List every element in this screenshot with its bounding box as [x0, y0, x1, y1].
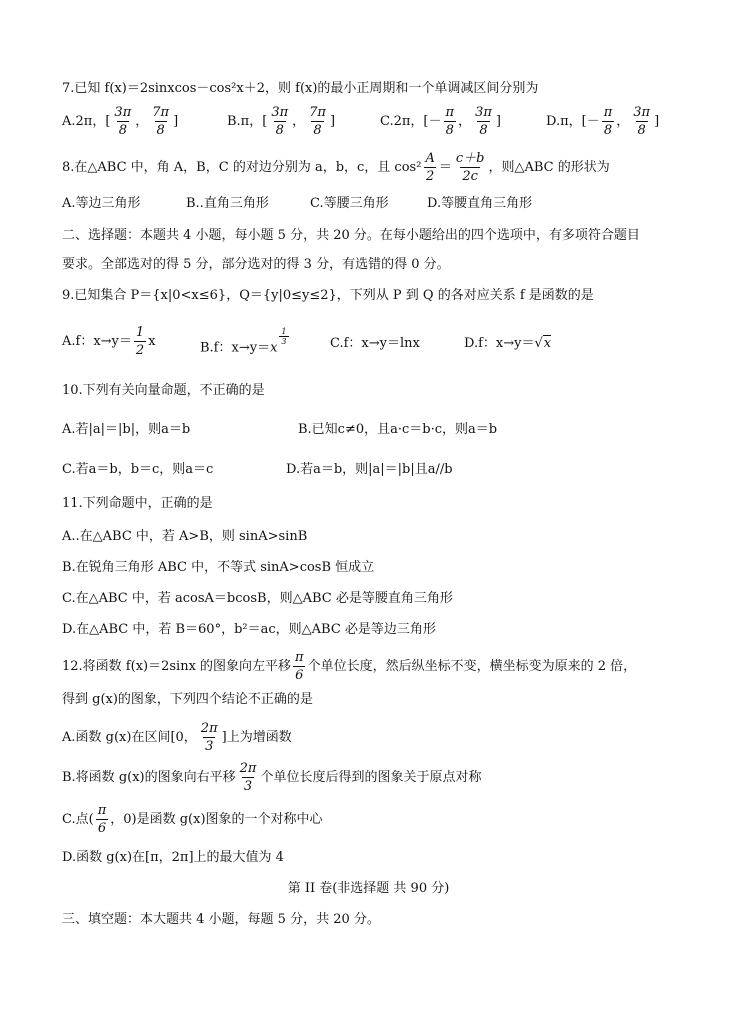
section2-line1: 二、选择题：本题共 4 小题，每小题 5 分，共 20 分。在每小题给出的四个选项中，有多项符合题目 — [62, 228, 640, 243]
q7-options — [62, 104, 697, 144]
q7-option-a — [62, 104, 178, 139]
equals: ＝ — [438, 160, 452, 175]
q7-b-prefix: B.π，[ — [227, 114, 268, 129]
frac-den: 3 — [281, 336, 287, 346]
q8-option-d: D.等腰直角三角形 — [427, 196, 533, 211]
q8-frac-a2 — [423, 150, 436, 185]
q11-stem: 11.下列命题中，正确的是 — [62, 496, 213, 511]
q12-a-post: ]上为增函数 — [221, 730, 292, 745]
q12-b-post: 个单位长度后得到的图象关于原点对称 — [260, 770, 482, 785]
frac-num: c＋b — [455, 151, 485, 166]
q12-stem — [62, 647, 697, 687]
frac-den: 2c — [462, 169, 478, 184]
q8-stem-post: ，则△ABC 的形状为 — [488, 160, 610, 175]
frac-num: 3π — [475, 105, 492, 120]
q7-b-frac2 — [307, 104, 328, 139]
q9-a-prefix: A.f：x→y＝ — [62, 334, 132, 349]
q12-option-b — [62, 758, 697, 798]
q8-frac-cb — [454, 150, 487, 185]
frac-den: 8 — [603, 123, 613, 138]
q9-b-exponent — [277, 326, 290, 346]
q7-option-d — [546, 104, 659, 139]
q11-option-a: A..在△ABC 中，若 A>B，则 sinA>sinB — [62, 529, 308, 544]
part2-heading: 第 II 卷(非选择题 共 90 分) — [287, 881, 450, 896]
q7-d-frac2 — [631, 104, 652, 139]
q7-c-frac2 — [473, 104, 494, 139]
q10-option-c: C.若a＝b，b＝c，则a＝c — [62, 462, 214, 477]
q7-stem: 7.已知 f(x)＝2sinxcos－cos²x＋2，则 f(x)的最小正周期和一个单调减区间分别为 — [62, 81, 539, 96]
frac-num: 3π — [114, 105, 132, 120]
section2-line2: 要求。全部选对的得 5 分，部分选对的得 3 分，有选错的得 0 分。 — [62, 257, 450, 272]
q9-option-a — [62, 324, 156, 359]
q12-c-frac — [96, 802, 109, 837]
q10-option-b: B.已知c≠0，且a·c＝b·c，则a＝b — [298, 422, 498, 437]
section3-heading: 三、填空题：本大题共 4 小题，每题 5 分，共 20 分。 — [62, 912, 380, 927]
q12-option-a — [62, 718, 697, 758]
sep: ， — [135, 114, 149, 129]
frac-den: 8 — [118, 123, 127, 138]
q7-option-b — [227, 104, 335, 139]
q12-b-prefix: B.将函数 g(x)的图象向右平移 — [62, 770, 236, 785]
q8-option-c: C.等腰三角形 — [310, 196, 389, 211]
q7-b-frac1 — [269, 104, 290, 139]
q12-option-d: D.函数 g(x)在[π，2π]上的最大值为 4 — [62, 850, 284, 865]
frac-den: 8 — [275, 123, 284, 138]
q11-option-b: B.在锐角三角形 ABC 中，不等式 sinA>cosB 恒成立 — [62, 560, 375, 575]
q10-option-d: D.若a＝b，则|a|＝|b|且a//b — [286, 462, 453, 477]
q9-option-d — [464, 334, 551, 354]
q7-c-prefix: C.2π，[－ — [380, 114, 442, 129]
q9-options — [62, 322, 697, 366]
bracket: ] — [654, 114, 660, 129]
q8-stem — [62, 148, 697, 188]
bracket: ] — [173, 114, 179, 129]
frac-den: 3 — [243, 779, 253, 794]
frac-den: 2 — [135, 343, 145, 358]
q7-a-frac2 — [150, 104, 171, 139]
bracket: ] — [329, 114, 336, 129]
q7-d-prefix: D.π，[－ — [546, 114, 600, 129]
q12-line2: 得到 g(x)的图象，下列四个结论不正确的是 — [62, 692, 313, 707]
q8-option-b: B..直角三角形 — [186, 196, 269, 211]
q9-d-prefix: D.f：x→y＝√ — [464, 336, 543, 351]
q12-c-prefix: C.点( — [62, 812, 94, 827]
q12-frac-pi6 — [293, 649, 306, 684]
sep: ， — [458, 114, 472, 129]
frac-num: π — [97, 803, 107, 818]
frac-den: 6 — [97, 821, 107, 836]
q8-option-a: A.等边三角形 — [62, 196, 141, 211]
frac-num: 2π — [200, 721, 218, 736]
q12-a-frac — [199, 720, 220, 755]
q9-d-radicand: x — [543, 336, 552, 351]
q9-b-base: x — [270, 340, 278, 356]
q9-stem: 9.已知集合 P＝{x|0<x≤6}，Q＝{y|0≤y≤2}，下列从 P 到 Q 的各对应关系 f 是函数的是 — [62, 288, 594, 303]
q12-a-prefix: A.函数 g(x)在区间[0， — [62, 730, 197, 745]
q8-stem-pre: 8.在△ABC 中，角 A，B，C 的对边分别为 a，b，c，且 cos² — [62, 160, 422, 175]
q7-d-frac1 — [602, 104, 615, 139]
frac-den: 8 — [637, 123, 646, 138]
frac-num: 3π — [271, 105, 289, 120]
q9-option-c: C.f：x→y＝lnx — [330, 336, 420, 351]
frac-num: A — [425, 151, 435, 166]
q7-a-frac1 — [112, 104, 133, 139]
q12-stem-post: 个单位长度，然后纵坐标不变，横坐标变为原来的 2 倍， — [307, 659, 637, 674]
q12-b-frac — [238, 760, 259, 795]
frac-den: 8 — [479, 123, 488, 138]
q10-stem: 10.下列有关向量命题，不正确的是 — [62, 383, 265, 398]
frac-den: 6 — [295, 668, 304, 683]
q12-c-post: ，0)是函数 g(x)图象的一个对称中心 — [110, 812, 323, 827]
frac-den: 8 — [156, 123, 165, 138]
bracket: ] — [495, 114, 501, 129]
q11-option-c: C.在△ABC 中，若 acosA＝bcosB，则△ABC 必是等腰直角三角形 — [62, 591, 453, 606]
q9-option-b — [200, 326, 291, 358]
q7-c-frac1 — [444, 104, 457, 139]
q7-a-prefix: A.2π，[ — [62, 114, 111, 129]
frac-den: 2 — [425, 169, 435, 184]
q12-option-c — [62, 800, 697, 840]
frac-num: π — [603, 105, 613, 120]
sep: ， — [292, 114, 306, 129]
sep: ， — [616, 114, 630, 129]
q7-option-c — [380, 104, 501, 139]
q10-option-a: A.若|a|＝|b|，则a＝b — [62, 422, 191, 437]
frac-num: 2π — [239, 761, 257, 776]
q12-stem-pre: 12.将函数 f(x)＝2sinx 的图象向左平移 — [62, 659, 292, 674]
frac-num: 1 — [281, 326, 287, 336]
frac-num: 7π — [309, 105, 326, 120]
q9-a-frac — [134, 324, 146, 359]
frac-num: π — [445, 105, 455, 120]
q11-option-d: D.在△ABC 中，若 B＝60°，b²＝ac，则△ABC 必是等边三角形 — [62, 622, 436, 637]
frac-den: 3 — [205, 739, 214, 754]
frac-num: π — [295, 650, 304, 665]
frac-den: 8 — [445, 123, 454, 138]
frac-den: 8 — [313, 123, 322, 138]
frac-num: 7π — [152, 105, 170, 120]
frac-num: 3π — [633, 105, 651, 120]
q9-b-prefix: B.f：x→y＝ — [200, 340, 271, 356]
frac-num: 1 — [135, 325, 145, 340]
q9-a-post: x — [148, 334, 156, 349]
